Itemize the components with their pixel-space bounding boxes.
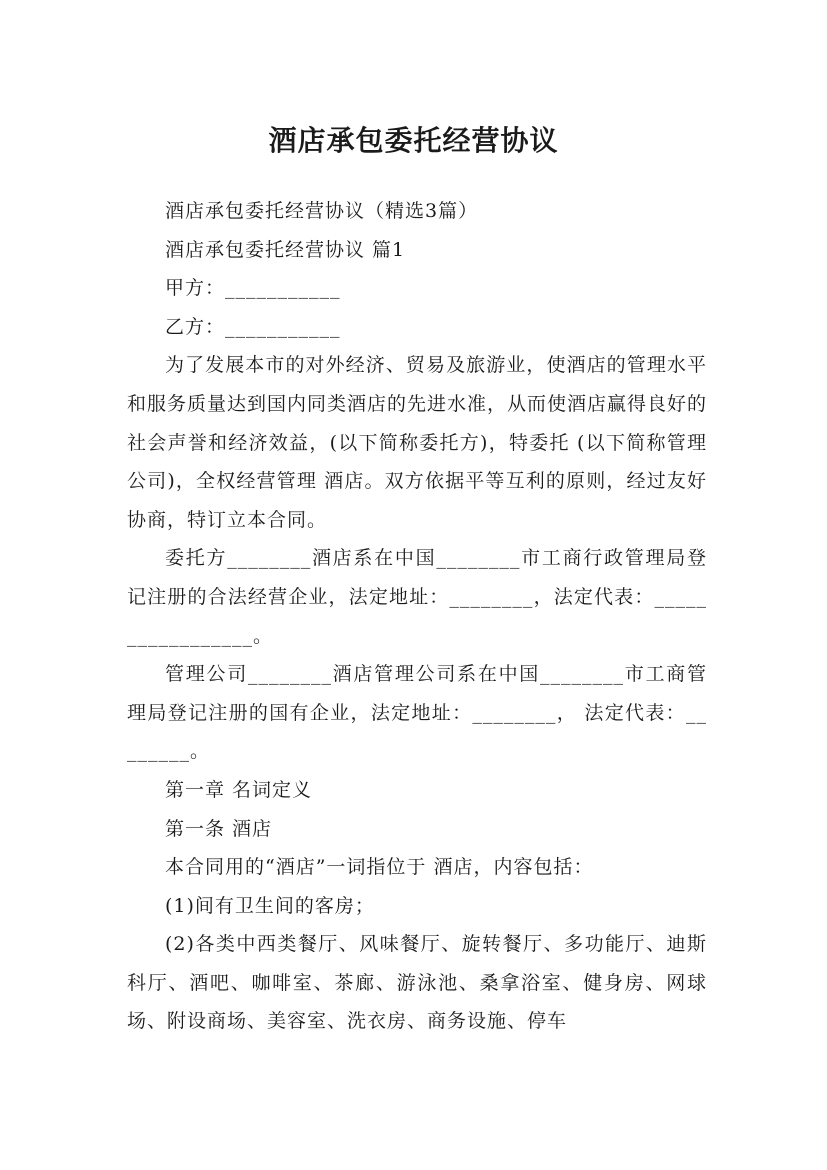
paragraph-client-info: 委托方________酒店系在中国________市工商行政管理局登记注册的合法经营企业，法定地址：________，法定代表：_________________。	[127, 547, 707, 647]
paragraph-subtitle: 酒店承包委托经营协议（精选3篇）	[165, 200, 479, 222]
paragraph-section-heading: 酒店承包委托经营协议 篇1	[165, 238, 406, 261]
paragraph-manager-info: 管理公司________酒店管理公司系在中国________市工商管理局登记注册的国有企业，法定地址：________， 法定代表：________。	[127, 663, 707, 763]
document-body	[127, 192, 707, 1041]
paragraph-preamble: 为了发展本市的对外经济、贸易及旅游业，使酒店的管理水平和服务质量达到国内同类酒店的先进水准，从而使酒店赢得良好的社会声誉和经济效益，(以下简称委托方)，特委托 (以下简称管理公司)，全权经营管理 酒店。双方依据平等互利的原则，经过友好协商，特订立本合同。	[127, 354, 708, 531]
paragraph-article-heading: 第一条 酒店	[165, 817, 273, 840]
paragraph-party-a: 甲方：___________	[165, 277, 341, 300]
paragraph-item-2: (2)各类中西类餐厅、风味餐厅、旋转餐厅、多功能厅、迪斯科厅、酒吧、咖啡室、茶廊、游泳池、桑拿浴室、健身房、网球场、附设商场、美容室、洗衣房、商务设施、停车	[127, 933, 707, 1033]
paragraph-hotel-definition: 本合同用的“酒店”一词指位于 酒店，内容包括：	[165, 856, 594, 879]
paragraph-item-1: (1)间有卫生间的客房；	[165, 894, 375, 917]
paragraph-party-b: 乙方：___________	[165, 315, 341, 338]
paragraph-chapter-heading: 第一章 名词定义	[165, 778, 313, 801]
document-title: 酒店承包委托经营协议	[268, 123, 559, 157]
